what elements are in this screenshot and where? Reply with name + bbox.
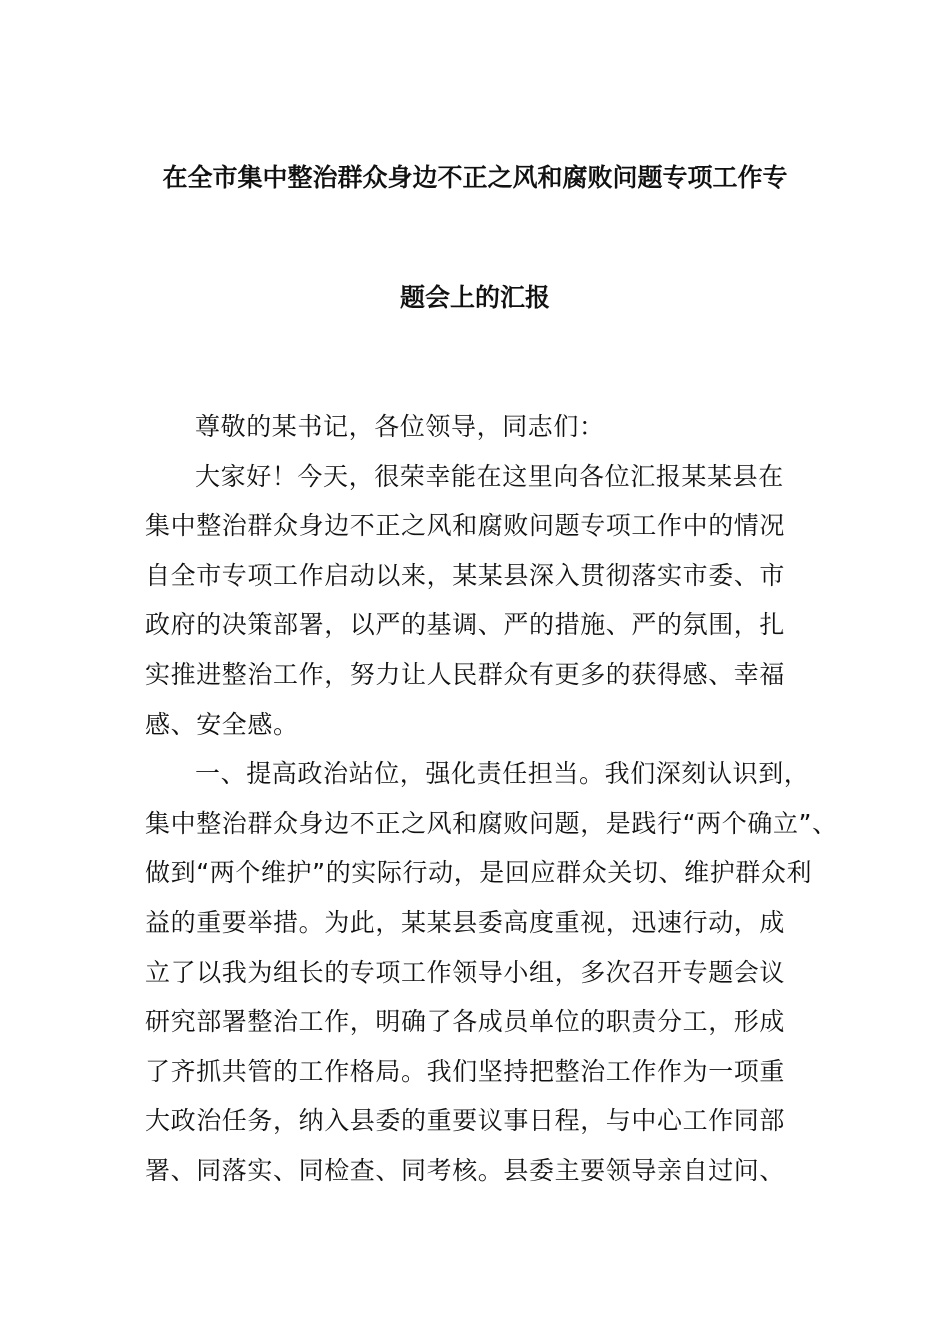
paragraph-line: 大政治任务，纳入县委的重要议事日程，与中心工作同部: [145, 1106, 786, 1136]
paragraph-line: 做到“两个维护”的实际行动，是回应群众关切、维护群众利: [145, 858, 813, 888]
paragraph-line: 了齐抓共管的工作格局。我们坚持把整治工作作为一项重: [145, 1056, 786, 1086]
document-title-line-2: 题会上的汇报: [399, 283, 550, 312]
paragraph-line: 感、安全感。: [145, 709, 299, 739]
salutation-line: 尊敬的某书记，各位领导，同志们：: [195, 412, 605, 441]
paragraph-line: 研究部署整治工作，明确了各成员单位的职责分工，形成: [145, 1007, 786, 1037]
document-body: [145, 402, 838, 1196]
paragraph-line: 大家好！今天，很荣幸能在这里向各位汇报某某县在: [195, 461, 784, 491]
paragraph-line: 集中整治群众身边不正之风和腐败问题专项工作中的情况: [145, 511, 786, 541]
paragraph-line: 集中整治群众身边不正之风和腐败问题，是践行“两个确立”、: [145, 808, 838, 838]
paragraph-line: 益的重要举措。为此，某某县委高度重视，迅速行动，成: [145, 907, 786, 937]
document-title-line-1: 在全市集中整治群众身边不正之风和腐败问题专项工作专: [162, 163, 788, 192]
paragraph-line: 一、提高政治站位，强化责任担当。我们深刻认识到，: [195, 759, 810, 789]
paragraph-line: 署、同落实、同检查、同考核。县委主要领导亲自过问、: [145, 1155, 786, 1185]
paragraph-line: 自全市专项工作启动以来，某某县深入贯彻落实市委、市: [145, 560, 786, 590]
paragraph-line: 实推进整治工作，努力让人民群众有更多的获得感、幸福: [145, 659, 786, 689]
paragraph-line: 政府的决策部署，以严的基调、严的措施、严的氛围，扎: [145, 610, 786, 640]
paragraph-line: 立了以我为组长的专项工作领导小组，多次召开专题会议: [145, 957, 786, 987]
